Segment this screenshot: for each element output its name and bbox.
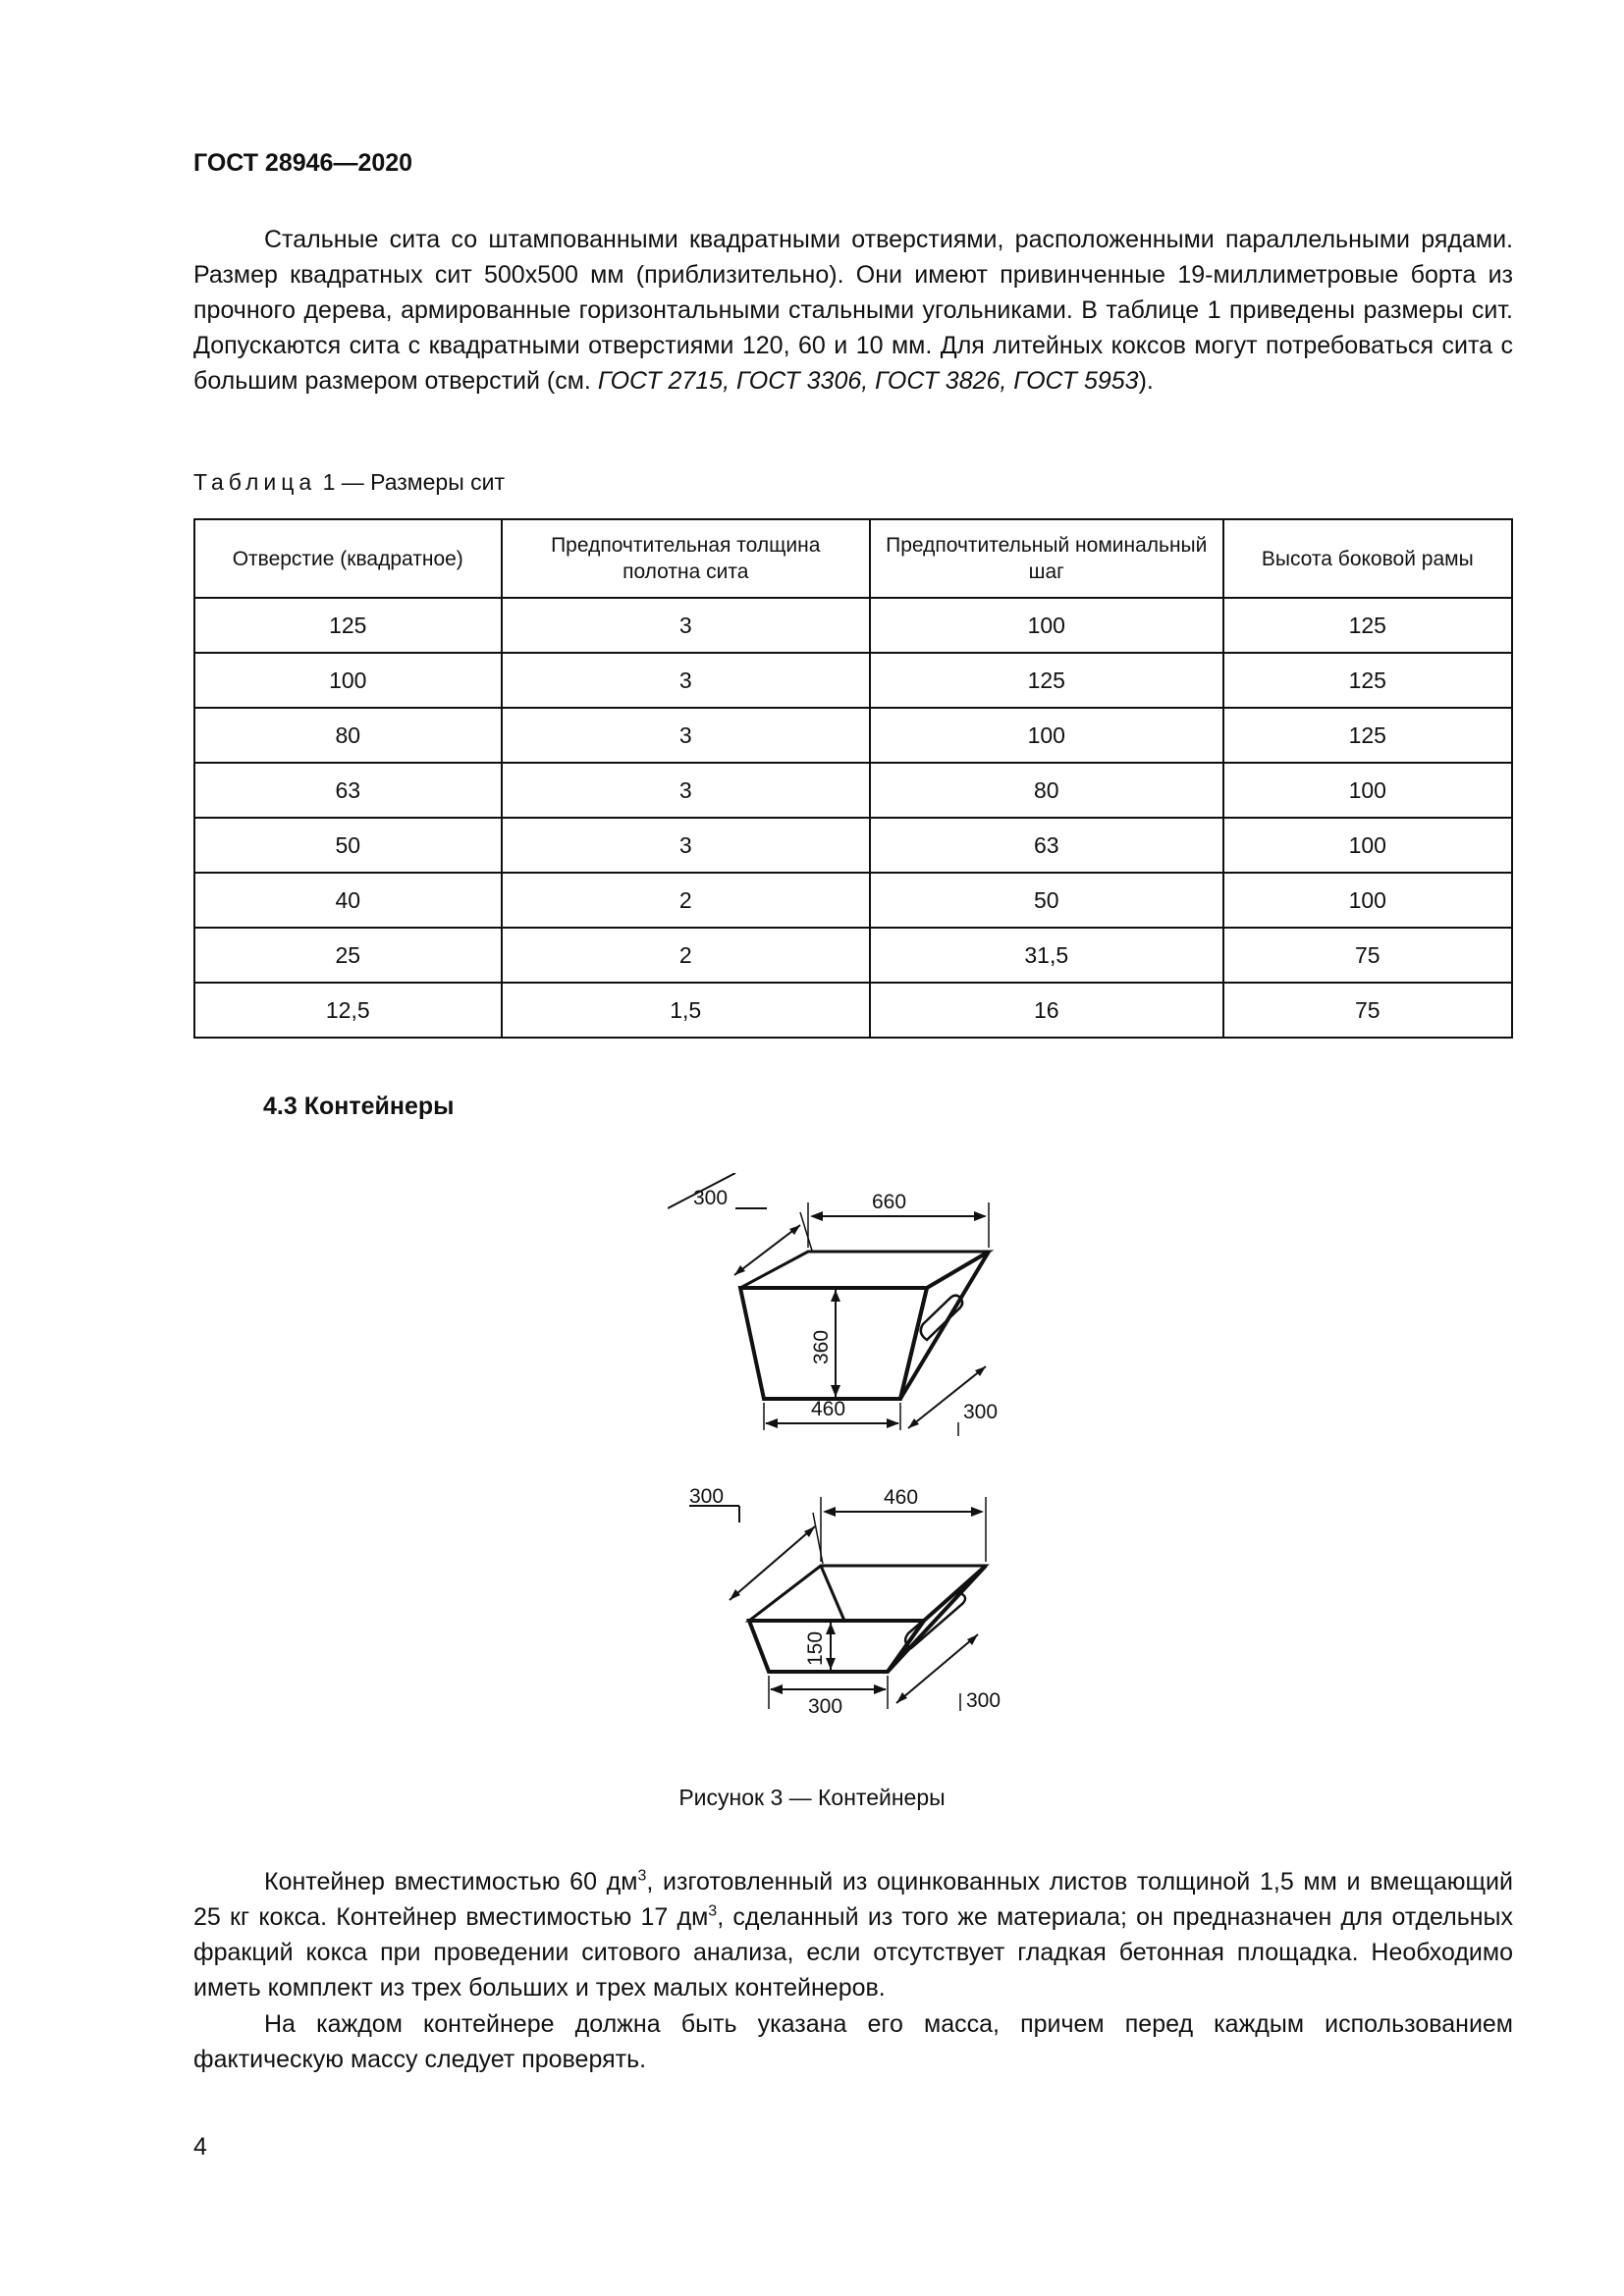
table-cell: 3 — [502, 598, 870, 653]
table-cell: 12,5 — [194, 983, 502, 1038]
table-cell: 63 — [870, 818, 1223, 873]
table-cell: 75 — [1223, 928, 1512, 983]
superscript: 3 — [637, 1867, 647, 1885]
containers-figure — [668, 1173, 1021, 1742]
table-cell: 40 — [194, 873, 502, 928]
superscript: 3 — [708, 1902, 718, 1920]
table-caption-word: Таблица — [193, 469, 317, 495]
body-text: Контейнер вместимостью 60 дм — [264, 1868, 638, 1896]
table-cell: 16 — [870, 983, 1223, 1038]
table-cell: 125 — [1223, 598, 1512, 653]
small-depth-bottom-label: 300 — [966, 1689, 1001, 1712]
table-cell: 100 — [1223, 818, 1512, 873]
column-header: Отверстие (квадратное) — [194, 519, 502, 598]
table-cell: 125 — [1223, 653, 1512, 708]
table-cell: 100 — [1223, 873, 1512, 928]
table-row — [194, 763, 1512, 818]
body-paragraph-1 — [193, 1864, 1513, 2005]
table-row — [194, 873, 1512, 928]
table-cell: 100 — [1223, 763, 1512, 818]
large-top-width-label: 660 — [872, 1191, 907, 1213]
small-container — [689, 1485, 1001, 1718]
table-cell: 125 — [194, 598, 502, 653]
table-cell: 3 — [502, 763, 870, 818]
table-cell: 100 — [194, 653, 502, 708]
table-cell: 31,5 — [870, 928, 1223, 983]
table-cell: 50 — [870, 873, 1223, 928]
table-cell: 1,5 — [502, 983, 870, 1038]
table-row — [194, 653, 1512, 708]
table-cell: 80 — [194, 708, 502, 763]
small-height-label: 150 — [804, 1630, 827, 1666]
large-container-front — [740, 1288, 927, 1399]
table-cell: 3 — [502, 818, 870, 873]
intro-text: Стальные сита со штампованными квадратными отверстиями, расположенными параллельными рядами. Размер квадратных сит 500x500 мм (приблизительно). Они имеют привинченные 19-миллиметровые борта из прочного дерева, армированные горизонтальными стальными угольниками. В таблице 1 приведены размеры сит. Допускаются сита с квадратными отверстиями 120, 60 и 10 мм. Для литейных коксов могут потребоваться сита с большим размером отверстий (см. — [193, 226, 1513, 395]
table-cell: 100 — [870, 708, 1223, 763]
table-cell: 3 — [502, 653, 870, 708]
table-row — [194, 818, 1512, 873]
body-text: , изготовленный из оцинкованных листов толщиной 1,5 мм и вмещающий 25 кг кокса. Контейнер вместимостью 17 дм — [193, 1868, 1513, 1931]
document-header: ГОСТ 28946—2020 — [193, 149, 413, 177]
table-cell: 2 — [502, 928, 870, 983]
table-row — [194, 983, 1512, 1038]
table-cell: 63 — [194, 763, 502, 818]
small-container-front — [749, 1621, 924, 1672]
table-cell: 2 — [502, 873, 870, 928]
body-text: , сделанный из того же материала; он предназначен для отдельных фракций кокса при проведении ситового анализа, если отсутствует гладкая бетонная площадка. Необходимо иметь комплект из трех больших и трех малых контейнеров. — [193, 1903, 1513, 2002]
sieve-sizes-table — [193, 518, 1513, 1039]
small-container-rim — [749, 1566, 986, 1621]
table-cell: 125 — [870, 653, 1223, 708]
table-cell: 25 — [194, 928, 502, 983]
table-caption — [193, 469, 505, 496]
large-depth-top-label: 300 — [693, 1187, 729, 1209]
column-header: Высота боковой рамы — [1223, 519, 1512, 598]
table-row — [194, 708, 1512, 763]
table-cell: 100 — [870, 598, 1223, 653]
figure-caption: Рисунок 3 — Контейнеры — [678, 1785, 946, 1810]
large-bottom-width-label: 460 — [811, 1398, 846, 1420]
page-number: 4 — [193, 2133, 207, 2161]
table-cell: 125 — [1223, 708, 1512, 763]
table-caption-title: 1 — Размеры сит — [316, 469, 506, 495]
column-header: Предпочтительная толщина полотна сита — [502, 519, 870, 598]
table-header-row — [194, 519, 1512, 598]
table-cell: 80 — [870, 763, 1223, 818]
intro-text-end: ). — [1138, 367, 1154, 395]
large-height-label: 360 — [810, 1329, 833, 1364]
small-depth-top-label: 300 — [689, 1485, 725, 1508]
large-depth-bottom-label: 300 — [963, 1401, 999, 1423]
column-header: Предпочтительный номинальный шаг — [870, 519, 1223, 598]
small-bottom-width-label: 300 — [808, 1695, 843, 1718]
table-cell: 75 — [1223, 983, 1512, 1038]
large-container-rim — [740, 1252, 989, 1288]
large-container-side — [900, 1252, 989, 1399]
standard-references: ГОСТ 2715, ГОСТ 3306, ГОСТ 3826, ГОСТ 5953 — [597, 367, 1139, 395]
large-container — [668, 1173, 998, 1436]
table-cell: 3 — [502, 708, 870, 763]
containers-drawing — [668, 1173, 1021, 1742]
intro-paragraph — [193, 222, 1513, 399]
table-row — [194, 928, 1512, 983]
body-paragraph-2: На каждом контейнере должна быть указана его масса, причем перед каждым использованием фактическую массу следует проверять. — [193, 2010, 1513, 2073]
table-row — [194, 598, 1512, 653]
small-top-width-label: 460 — [884, 1486, 919, 1509]
section-heading: 4.3 Контейнеры — [263, 1093, 455, 1120]
table-cell: 50 — [194, 818, 502, 873]
